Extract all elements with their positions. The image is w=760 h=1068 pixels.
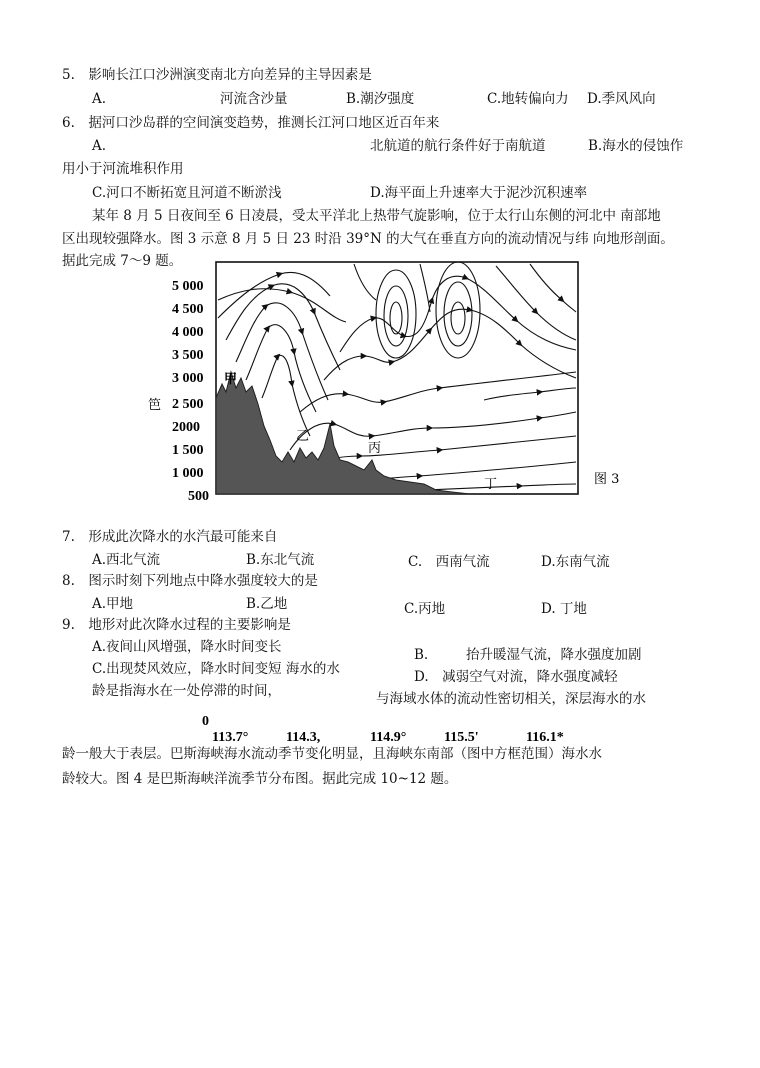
y-tick: 2000 bbox=[172, 420, 200, 435]
q6-option-a: 北航道的航行条件好于南航道 bbox=[370, 138, 546, 154]
q8-option-b: B.乙地 bbox=[246, 596, 288, 612]
q5-option-c: C.地转偏向力 bbox=[487, 91, 569, 107]
q6-option-b-cont: 用小于河流堆积作用 bbox=[62, 161, 184, 177]
q9-option-d: D. 减弱空气对流，降水强度减轻 bbox=[414, 669, 618, 685]
q5-stem: 5. 影响长江口沙洲演变南北方向差异的主导因素是 bbox=[62, 67, 372, 83]
passage1-line1: 某年 8 月 5 日夜间至 6 日凌晨，受太平洋北上热带气旋影响，位于太行山东侧的河北中 南部地 bbox=[92, 208, 661, 224]
q9-option-c: C.出现焚风效应，降水时间变短 海水的水 bbox=[92, 661, 340, 677]
y-tick: 1 000 bbox=[172, 466, 204, 481]
x-base-label: 0 bbox=[202, 714, 209, 729]
x-tick: 114.9° bbox=[370, 730, 407, 745]
q5-option-a: 河流含沙量 bbox=[220, 91, 288, 107]
passage1-line3: 据此完成 7〜9 题。 bbox=[62, 253, 183, 269]
q9-option-b: 抬升暖湿气流，降水强度加剧 bbox=[466, 647, 642, 663]
q7-stem: 7. 形成此次降水的水汽最可能来自 bbox=[62, 529, 278, 545]
x-tick: 114.3, bbox=[286, 730, 321, 745]
place-label-yi: 乙 bbox=[296, 429, 310, 444]
y-axis-title: 笆 bbox=[148, 398, 162, 413]
y-tick: 2 500 bbox=[172, 397, 204, 412]
y-tick: 3 500 bbox=[172, 348, 204, 363]
q6-option-c: C.河口不断拓宽且河道不断淤浅 bbox=[92, 185, 282, 201]
q7-option-a: A.西北气流 bbox=[92, 552, 161, 568]
y-tick: 4 000 bbox=[172, 325, 204, 340]
passage1-line2: 区出现较强降水。图 3 示意 8 月 5 日 23 时沿 39°N 的大气在垂直方向的流动情况与纬 向地形剖面。 bbox=[62, 231, 674, 247]
y-tick: 500 bbox=[188, 489, 209, 504]
q6-stem: 6. 据河口沙岛群的空间演变趋势，推测长江河口地区近百年来 bbox=[62, 115, 440, 131]
figure3-caption: 图 3 bbox=[594, 472, 620, 487]
passage2-line1: 龄一般大于表层。巴斯海峡海水流动季节变化明显，且海峡东南部（图中方框范围）海水水 bbox=[62, 746, 602, 762]
q9-option-a: A.夜间山风增强，降水时间变长 bbox=[92, 639, 282, 655]
passage2-intro: 龄是指海水在一处停滞的时间， bbox=[92, 683, 281, 699]
y-tick: 4 500 bbox=[172, 302, 204, 317]
q7-option-b: B.东北气流 bbox=[246, 552, 315, 568]
terrain-profile bbox=[216, 372, 470, 494]
x-tick: 116.1* bbox=[526, 730, 564, 745]
q6-option-b: B.海水的侵蚀作 bbox=[588, 138, 684, 154]
q8-option-a: A.甲地 bbox=[92, 596, 134, 612]
y-tick: 3 000 bbox=[172, 371, 204, 386]
q9-stem: 9. 地形对此次降水过程的主要影响是 bbox=[62, 617, 291, 633]
q6-option-a-letter: A. bbox=[92, 138, 107, 154]
y-tick: 5 000 bbox=[172, 279, 204, 294]
q6-option-d: D.海平面上升速率大于泥沙沉积速率 bbox=[370, 185, 588, 201]
q5-option-d: D.季风风向 bbox=[587, 91, 656, 107]
place-label-bing: 丙 bbox=[368, 441, 382, 456]
q8-stem: 8. 图示时刻下列地点中降水强度较大的是 bbox=[62, 573, 318, 589]
passage2-intro-cont: 与海域水体的流动性密切相关，深层海水的水 bbox=[376, 691, 646, 707]
place-label-jia: 甲 bbox=[224, 372, 238, 387]
q7-option-c: C. 西南气流 bbox=[408, 554, 490, 570]
passage2-line2: 龄较大。图 4 是巴斯海峡洋流季节分布图。据此完成 10~12 题。 bbox=[62, 771, 458, 787]
q5-option-a-letter: A. bbox=[92, 91, 107, 107]
x-tick: 113.7° bbox=[212, 730, 249, 745]
q7-option-d: D.东南气流 bbox=[541, 554, 610, 570]
q9-option-b-letter: B. bbox=[414, 647, 429, 663]
x-tick: 115.5' bbox=[444, 730, 479, 745]
q8-option-d: D. 丁地 bbox=[541, 601, 587, 617]
q5-option-b: B.潮汐强度 bbox=[346, 91, 415, 107]
place-label-ding: 丁 bbox=[484, 477, 498, 492]
y-tick: 1 500 bbox=[172, 443, 204, 458]
q8-option-c: C.丙地 bbox=[404, 601, 446, 617]
